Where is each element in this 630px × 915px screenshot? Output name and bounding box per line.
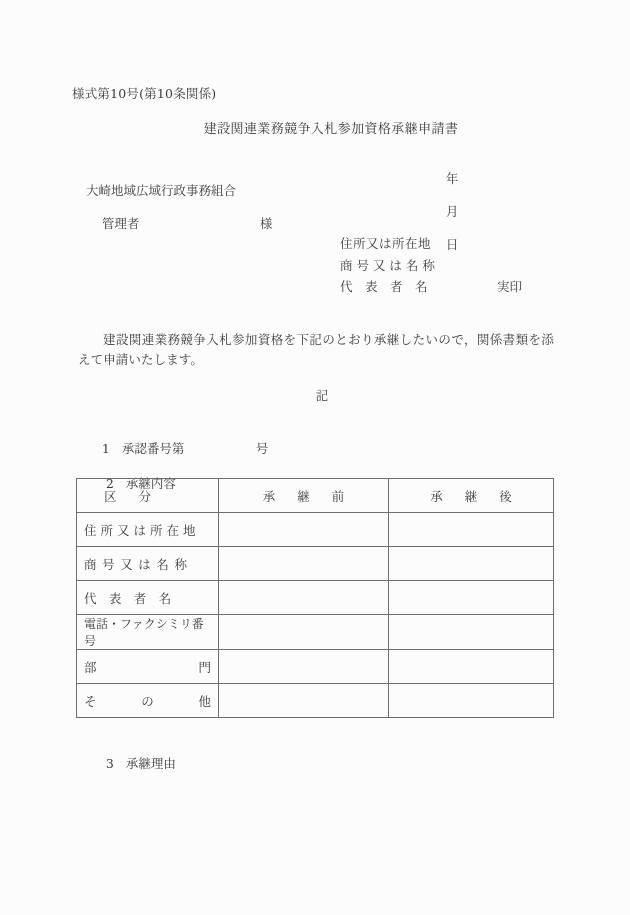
row-label-company-name: [77, 547, 219, 581]
cell-other-before[interactable]: [219, 684, 389, 718]
table-row: [77, 513, 554, 547]
cell-other-after[interactable]: [389, 684, 554, 718]
row-label-other-text: [84, 692, 211, 710]
applicant-address-label: 住所又は所在地: [340, 236, 432, 251]
addressee-honorific: 様: [259, 216, 273, 231]
item-3-label: 承継理由: [125, 756, 176, 771]
table-header-before-label: 承継前: [262, 488, 367, 504]
row-label-address: [77, 513, 219, 547]
row-label-other-char1: そ: [84, 693, 97, 709]
row-label-other: [77, 684, 219, 718]
applicant-company-name-label: 商 号 又 は 名 称: [340, 258, 435, 273]
row-label-address-text: 住所又は所在地: [84, 522, 200, 538]
cell-representative-before[interactable]: [219, 581, 389, 615]
row-label-other-char2: の: [141, 693, 154, 709]
form-number: 様式第10号(第10条関係): [72, 86, 217, 101]
succession-table: [76, 478, 554, 718]
table-header-after-label: 承継後: [430, 488, 534, 504]
item-3-succession-reason: [90, 739, 176, 787]
table-header-after: [389, 479, 554, 513]
item-3-number: 3: [105, 756, 114, 771]
item-1-suffix: 号: [255, 441, 269, 456]
table-header-row: [77, 479, 554, 513]
table-row: [77, 650, 554, 684]
row-label-department-text: [84, 658, 211, 676]
table-row: [77, 684, 554, 718]
date-line: [430, 154, 484, 268]
row-label-company-name-text: 商号又は名称: [84, 556, 193, 572]
row-label-department-char1: 部: [84, 659, 97, 675]
row-label-phone-fax-text: 電話・ファクシミリ番号: [84, 617, 204, 648]
cell-company-name-after[interactable]: [389, 547, 554, 581]
cell-phone-fax-after[interactable]: [389, 615, 554, 650]
item-2-label: 承継内容: [125, 476, 176, 491]
cell-company-name-before[interactable]: [219, 547, 389, 581]
row-label-department: [77, 650, 219, 684]
table-row: [77, 615, 554, 650]
applicant-representative-label: 代 表 者 名: [340, 279, 428, 294]
cell-department-after[interactable]: [389, 650, 554, 684]
row-label-representative: [77, 581, 219, 615]
table-header-before: [219, 479, 389, 513]
addressee-role-row: [86, 199, 272, 247]
cell-phone-fax-before[interactable]: [219, 615, 389, 650]
table-row: [77, 581, 554, 615]
table-header-category: [77, 479, 219, 513]
addressee-role: 管理者: [101, 216, 140, 231]
table-header-category-label: 区分: [104, 488, 174, 504]
row-label-phone-fax: [77, 615, 219, 650]
row-label-representative-text: 代表者名: [84, 590, 184, 606]
body-paragraph: 建設関連業務競争入札参加資格を下記のとおり承継したいので，関係書類を添えて申請いたします。: [78, 332, 554, 368]
document-title: 建設関連業務競争入札参加資格承継申請書: [203, 122, 459, 137]
cell-representative-after[interactable]: [389, 581, 554, 615]
cell-address-after[interactable]: [389, 513, 554, 547]
item-2-number: 2: [105, 476, 114, 491]
item-1-number: 1: [101, 441, 110, 456]
cell-department-before[interactable]: [219, 650, 389, 684]
table-header-category-text: [84, 487, 211, 505]
item-1-label: 承認番号第: [121, 441, 185, 456]
row-label-other-char3: 他: [198, 693, 211, 709]
date-month-label: 月: [445, 204, 459, 219]
addressee-organization: 大崎地域広域行政事務組合: [86, 183, 237, 198]
row-label-department-char2: 門: [198, 659, 211, 675]
ki-marker: 記: [315, 388, 329, 403]
date-day-label: 日: [445, 237, 459, 252]
table-row: [77, 547, 554, 581]
date-year-label: 年: [445, 171, 459, 186]
cell-address-before[interactable]: [219, 513, 389, 547]
seal-label: 実印: [497, 279, 523, 294]
